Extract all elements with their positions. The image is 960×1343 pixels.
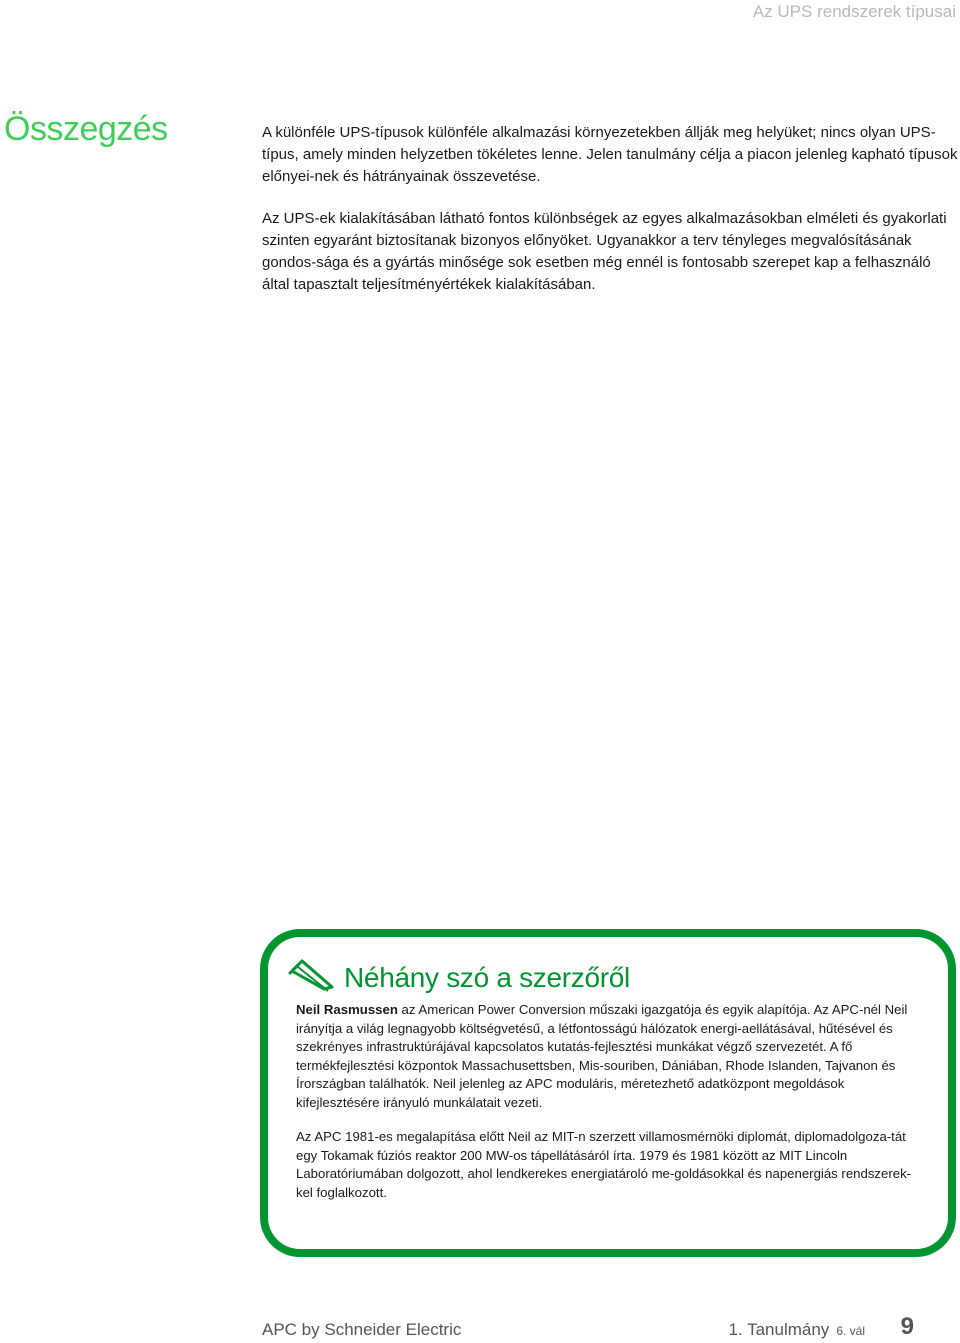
footer-document-info bbox=[729, 1320, 866, 1340]
author-heading-text: Néhány szó a szerzőről bbox=[344, 961, 630, 993]
author-box bbox=[260, 929, 956, 1257]
summary-paragraph-text: Az UPS-ek kialakításában látható fontos különbségek az egyes alkalmazásokban elméleti és gyakorlati szinten egyaránt biztosítanak bizonyos előnyöket. Ugyanakkor a terv tényleges megvalósításának gondos-sága és a gyártás minősége sok esetben még ennél is fontosabb szerepet kap a felhasználó által tapasztalt teljesítményértékek kialakításában. bbox=[262, 210, 947, 293]
author-text bbox=[296, 1001, 916, 1218]
summary-paragraph-2 bbox=[262, 208, 960, 314]
section-title: Összegzés bbox=[4, 110, 168, 148]
footer-revision: 6. vál bbox=[836, 1324, 865, 1338]
footer-document: 1. Tanulmány bbox=[728, 1320, 830, 1339]
summary-paragraph-1 bbox=[262, 122, 960, 206]
summary-paragraph-text: A különféle UPS-típusok különféle alkalmazási környezetekben állják meg helyüket; nincs olyan UPS-típus, amely minden helyzetben tökéletes lenne. Jelen tanulmány célja a piacon jelenleg kapható típusok előnyei-nek és hátrányainak összevetése. bbox=[262, 124, 958, 185]
page-number: 9 bbox=[900, 1313, 914, 1340]
footer-brand: APC by Schneider Electric bbox=[262, 1320, 462, 1339]
author-paragraph-2: Az APC 1981-es megalapítása előtt Neil az MIT-n szerzett villamosmérnöki diplomát, diplomadolgoza-tát egy Tokamak fúziós reaktor 200 MW-os tápellátásáról írta. 1979 és 1981 között az MIT Lincoln Laboratóriumában dolgozott, ahol lendkerekes energiatároló me-goldásokkal és napenergiás rendszerek-kel foglalkozott. bbox=[296, 1129, 912, 1200]
author-paragraph-1 bbox=[296, 1001, 916, 1112]
pen-icon bbox=[288, 957, 344, 998]
running-header: Az UPS rendszerek típusai bbox=[752, 2, 956, 21]
author-name: Neil Rasmussen bbox=[296, 1002, 398, 1017]
author-heading bbox=[288, 957, 630, 998]
author-paragraph-1-text: az American Power Conversion műszaki igazgatója és egyik alapítója. Az APC-nél Neil irányítja a világ legnagyobb költségvetésű, a létfontosságú hálózatok energi-aellátásával, hűtésével és szekrényes infrastruktúrájával kapcsolatos kutatás-fejlesztési munkákat végző szervezetét. A fő termékfejlesztési központok Massachusettsben, Mis-souriben, Dániában, Rhode Islanden, Tajvanon és Írországban találhatók. Neil jelenleg az APC moduláris, méretezhető adatközpont megoldások kifejlesztésére irányuló munkálatait vezeti. bbox=[296, 1002, 908, 1110]
